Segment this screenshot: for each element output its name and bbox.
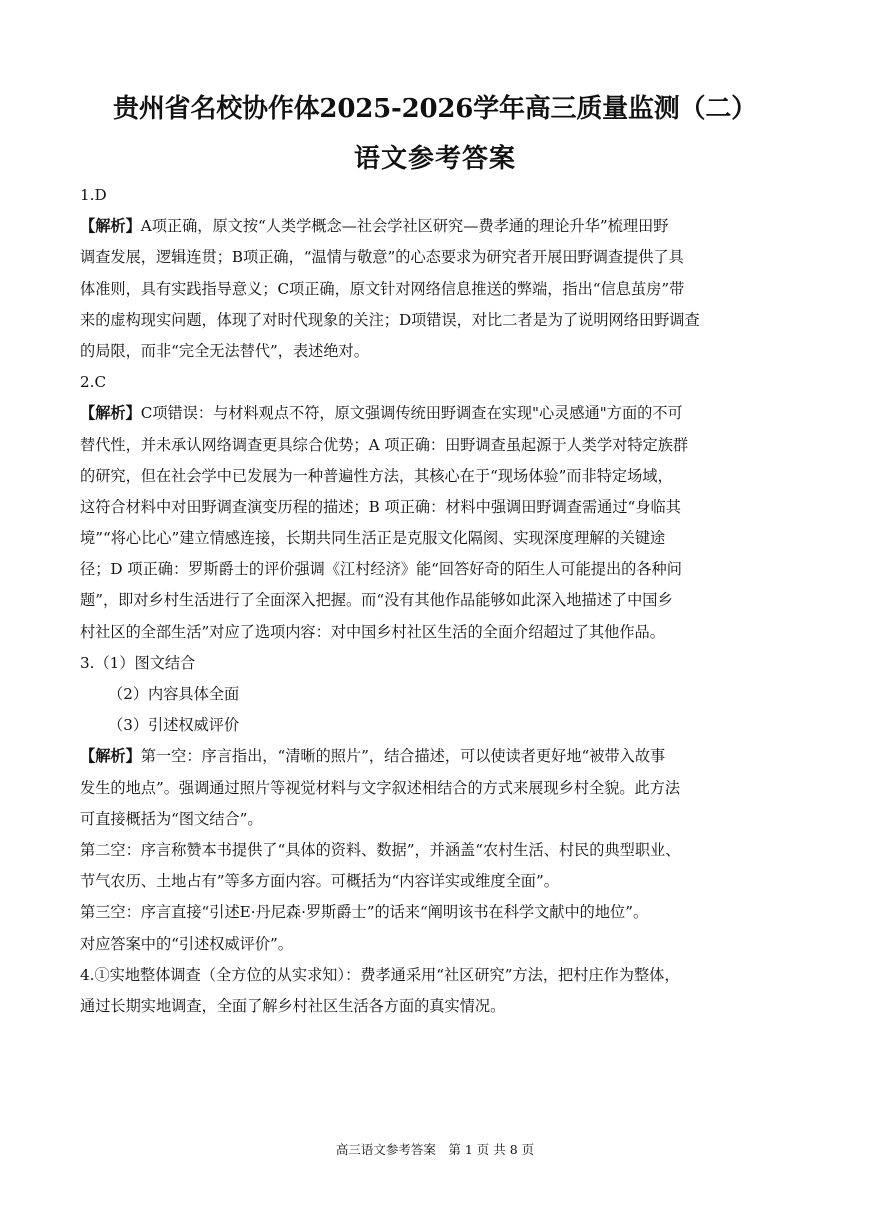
- document-title: 贵州省名校协作体2025-2026学年高三质量监测（二）: [113, 94, 757, 124]
- q3-explanation-line: 可直接概括为“图文结合”。: [80, 809, 263, 828]
- analysis-label: 【解析】: [80, 747, 141, 766]
- q2-explanation-line: 的研究，但在社会学中已发展为一种普遍性方法，其核心在于“现场体验”而非特定场域，: [80, 466, 673, 485]
- q4-answer-line: 通过长期实地调查，全面了解乡村社区生活各方面的真实情况。: [80, 996, 506, 1015]
- q1-explanation-line: 体准则，具有实践指导意义；C项正确，原文针对网络信息推送的弊端，指出“信息茧房”带: [80, 279, 685, 298]
- analysis-label: 【解析】: [80, 217, 141, 236]
- q1-explanation-line: 来的虚构现实问题，体现了对时代现象的关注；D项错误，对比二者是为了说明网络田野调查: [80, 310, 700, 329]
- q3-explanation-line: 发生的地点”。强调通过照片等视觉材料与文字叙述相结合的方式来展现乡村全貌。此方法: [80, 778, 681, 797]
- q2-explanation-line: 这符合材料中对田野调查演变历程的描述；B 项正确：材料中强调田野调查需通过“身临其: [80, 497, 681, 516]
- q3-explanation-line: 对应答案中的“引述权威评价”。: [80, 934, 293, 953]
- q2-explanation-line: [80, 398, 794, 429]
- q3-explanation-line: 节气农历、土地占有”等多方面内容。可概括为“内容详实或维度全面”。: [80, 872, 559, 891]
- q3-answer-line: （3）引述权威评价: [108, 716, 240, 735]
- q3-explanation-line: [80, 741, 794, 772]
- q3-explanation-line: 第三空：序言直接“引述E·丹尼森·罗斯爵士”的话来“阐明该书在科学文献中的地位”。: [80, 903, 649, 922]
- q3-answer-line: 3.（1）图文结合: [80, 653, 196, 672]
- q2-explanation-line: 径；D 项正确：罗斯爵士的评价强调《江村经济》能“回答好奇的陌生人可能提出的各种问: [80, 560, 682, 579]
- q1-explanation-line: [80, 211, 794, 242]
- q3-text: 第一空：序言指出，“清晰的照片”，结合描述，可以使读者更好地“被带入故事: [140, 747, 666, 766]
- q2-answer: 2.C: [80, 373, 107, 392]
- q2-text: C项错误：与材料观点不符，原文强调传统田野调查在实现"心灵感通"方面的不可: [140, 404, 683, 423]
- q1-explanation-line: 的局限，而非“完全无法替代”，表述绝对。: [80, 341, 369, 360]
- q3-explanation-line: 第二空：序言称赞本书提供了“具体的资料、数据”，并涵盖“农村生活、村民的典型职业、: [80, 840, 681, 859]
- answer-body: [80, 180, 794, 1022]
- q2-explanation-line: 题”，即对乡村生活进行了全面深入把握。而“没有其他作品能够如此深入地描述了中国乡: [80, 591, 673, 610]
- q2-explanation-line: 境”“将心比心”建立情感连接，长期共同生活正是克服文化隔阂、实现深度理解的关键途: [80, 529, 666, 548]
- document-subtitle: 语文参考答案: [353, 144, 516, 174]
- q4-answer-line: 4.①实地整体调查（全方位的从实求知）：费孝通采用“社区研究”方法，把村庄作为整体，: [80, 965, 680, 984]
- q2-explanation-line: 替代性，并未承认网络调查更具综合优势；A 项正确：田野调查虽起源于人类学对特定族群: [80, 435, 689, 454]
- page-footer: 高三语文参考答案 第 1 页 共 8 页: [335, 1142, 535, 1157]
- q1-answer: 1.D: [80, 186, 107, 204]
- q3-answer-line: （2）内容具体全面: [108, 685, 240, 703]
- q2-explanation-line: 村社区的全部生活”对应了选项内容：对中国乡村社区生活的全面介绍超过了其他作品。: [80, 622, 665, 641]
- analysis-label: 【解析】: [80, 404, 141, 423]
- q1-explanation-line: 调查发展，逻辑连贯；B项正确，“温情与敬意”的心态要求为研究者开展田野调查提供了具: [80, 248, 684, 267]
- q1-text: A项正确，原文按“人类学概念—社会学社区研究—费孝通的理论升华”梳理田野: [140, 217, 669, 236]
